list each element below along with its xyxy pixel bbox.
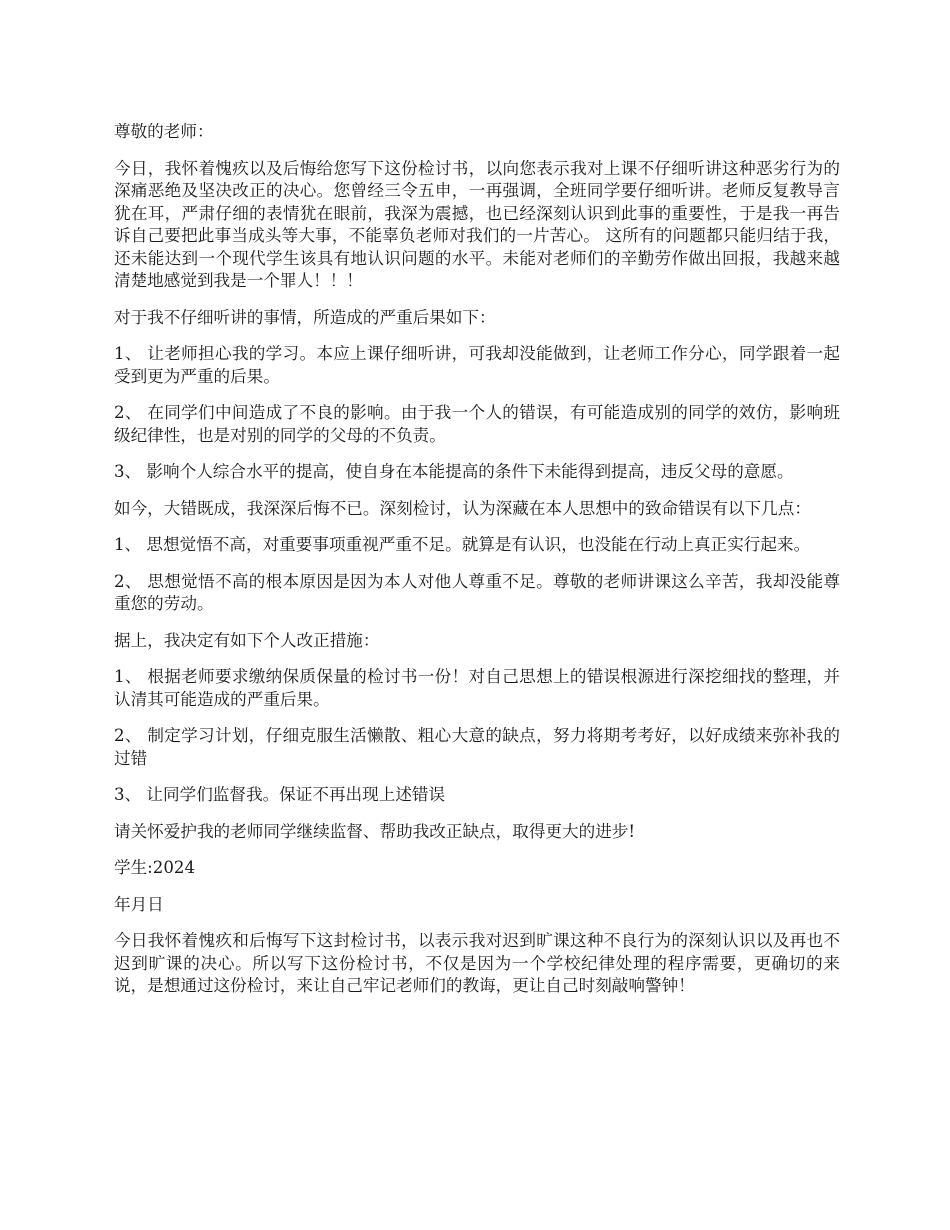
salutation: 尊敬的老师： — [114, 122, 214, 141]
measure-item-3: 3、 让同学们监督我。保证不再出现上述错误 — [114, 785, 446, 804]
document-body — [114, 121, 840, 1012]
paragraph-errors-heading: 如今，大错既成，我深深后悔不已。深刻检讨，认为深藏在本人思想中的致命错误有以下几点： — [114, 498, 811, 518]
closing-paragraph: 今日我怀着愧疚和后悔写下这封检讨书，以表示我对迟到旷课这种不良行为的深刻认识以及再也不迟到旷课的决心。所以写下这份检讨书，不仅是因为一个学校纪律处理的程序需要，更确切的来说，是想通过这份检讨，来让自己牢记老师们的教诲，更让自己时刻敲响警钟！ — [114, 931, 840, 995]
measure-item-1: 1、 根据老师要求缴纳保质保量的检讨书一份！对自己思想上的错误根源进行深挖细找的整理，并认清其可能造成的严重后果。 — [114, 667, 840, 709]
error-item-2: 2、 思想觉悟不高的根本原因是因为本人对他人尊重不足。尊敬的老师讲课这么辛苦，我却没能尊重您的劳动。 — [114, 571, 840, 613]
error-item-1: 1、 思想觉悟不高，对重要事项重视严重不足。就算是有认识，也没能在行动上真正实行起来。 — [114, 535, 811, 554]
measure-item-2: 2、 制定学习计划，仔细克服生活懒散、粗心大意的缺点，努力将期考考好，以好成绩来弥补我的过错 — [114, 726, 840, 768]
consequence-item-3: 3、 影响个人综合水平的提高，使自身在本能提高的条件下未能得到提高，违反父母的意愿。 — [114, 462, 794, 481]
paragraph-measures-heading: 据上，我决定有如下个人改正措施： — [114, 630, 380, 650]
paragraph-consequences-heading: 对于我不仔细听讲的事情，所造成的严重后果如下： — [114, 307, 496, 327]
consequence-item-2: 2、 在同学们中间造成了不良的影响。由于我一个人的错误，有可能造成别的同学的效仿，影响班级纪律性，也是对别的同学的父母的不负责。 — [114, 403, 840, 445]
paragraph-request: 请关怀爱护我的老师同学继续监督、帮助我改正缺点，取得更大的进步! — [114, 821, 636, 841]
date-line: 年月日 — [114, 894, 164, 914]
signature: 学生:2024 — [114, 858, 196, 877]
paragraph-intro: 今日，我怀着愧疚以及后悔给您写下这份检讨书，以向您表示我对上课不仔细听讲这种恶劣行为的深痛恶绝及坚决改正的决心。您曾经三令五申，一再强调，全班同学要仔细听讲。老师反复教导言犹在耳，严肃仔细的表情犹在眼前，我深为震撼，也已经深刻认识到此事的重要性，于是我一再告诉自己要把此事当成头等大事，不能辜负老师对我们的一片苦心。 这所有的问题都只能归结于我，还未能达到一个现代学生该具有地认识问题的水平。未能对老师们的辛勤劳作做出回报，我越来越清楚地感觉到我是一个罪人！！！ — [114, 158, 840, 290]
consequence-item-1: 1、 让老师担心我的学习。本应上课仔细听讲，可我却没能做到，让老师工作分心，同学跟着一起受到更为严重的后果。 — [114, 344, 840, 386]
